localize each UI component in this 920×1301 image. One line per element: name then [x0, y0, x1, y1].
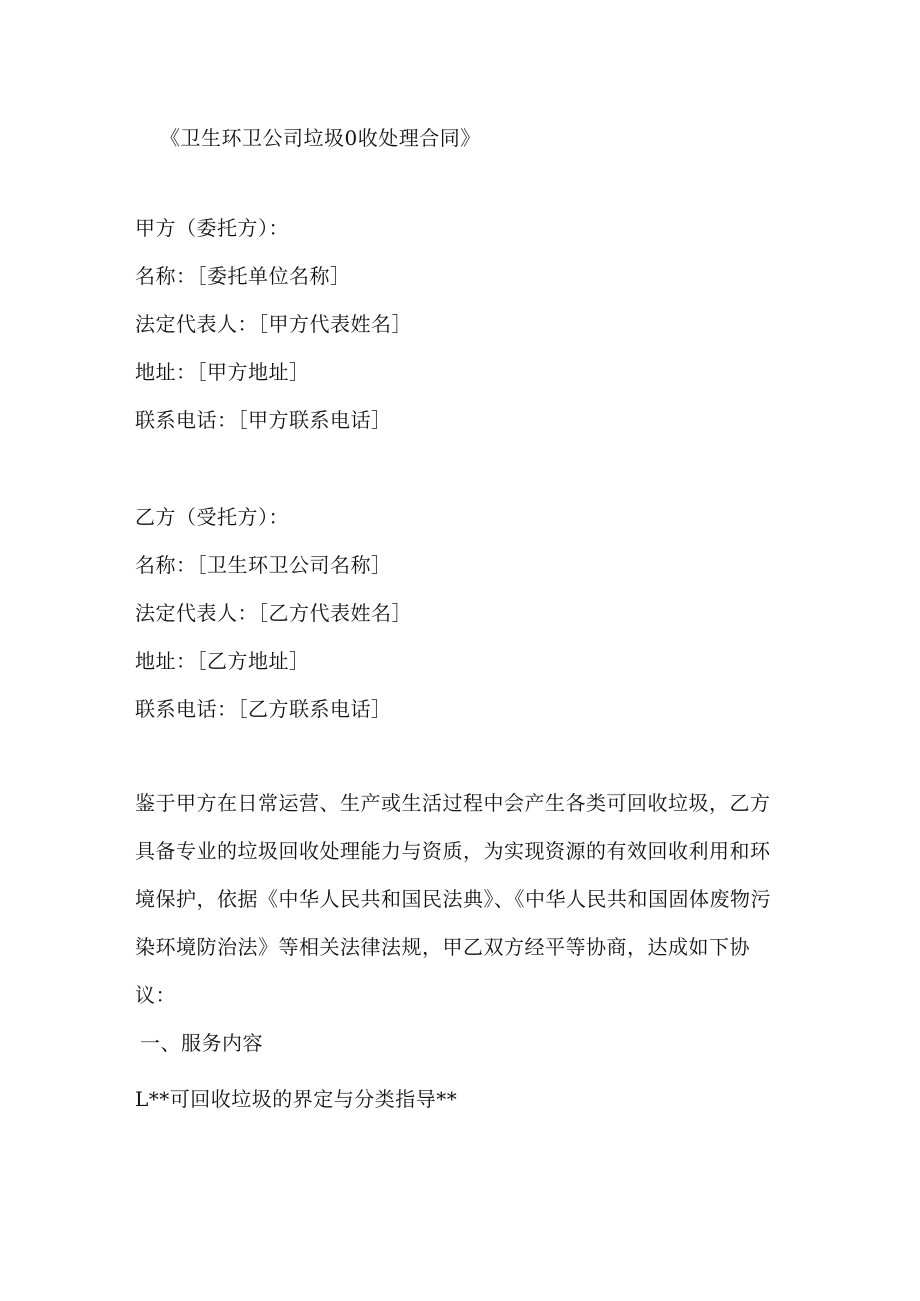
party-a-heading: 甲方（委托方）： [135, 216, 289, 240]
party-b-legal-rep: 法定代表人：［乙方代表姓名］ [135, 601, 412, 625]
preamble-paragraph: 鉴于甲方在日常运营、生产或生活过程中会产生各类可回收垃圾，乙方具备专业的垃圾回收处理能力与资质，为实现资源的有效回收利用和环境保护，依据《中华人民共和国民法典》、《中华人民共和国固体废物污染环境防治法》等相关法律法规，甲乙双方经平等协商，达成如下协议： [135, 791, 771, 1007]
document-title: 《卫生环卫公司垃圾0收处理合同》 [160, 126, 481, 150]
party-b-heading: 乙方（受托方）： [135, 505, 289, 529]
party-a-address: 地址：［甲方地址］ [135, 360, 310, 384]
party-a-legal-rep: 法定代表人：［甲方代表姓名］ [135, 312, 412, 336]
party-b-name: 名称：［卫生环卫公司名称］ [135, 553, 392, 577]
section-1-item-1: L**可回收垃圾的界定与分类指导** [135, 1087, 458, 1111]
party-a-phone: 联系电话：［甲方联系电话］ [135, 408, 392, 432]
party-b-address: 地址：［乙方地址］ [135, 649, 310, 673]
party-b-phone: 联系电话：［乙方联系电话］ [135, 697, 392, 721]
party-a-name: 名称：［委托单位名称］ [135, 264, 351, 288]
section-1-heading: 一、服务内容 [140, 1031, 263, 1055]
